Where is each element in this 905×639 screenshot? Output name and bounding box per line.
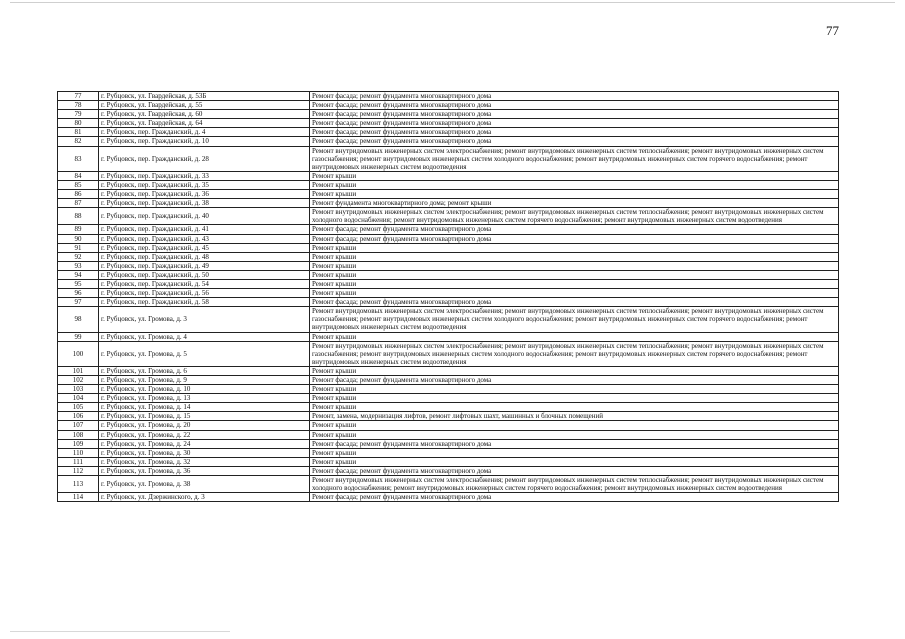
address-cell: г. Рубцовск, ул. Громова, д. 20 xyxy=(99,421,310,430)
table-body xyxy=(58,92,839,502)
row-number-cell: 105 xyxy=(58,403,99,412)
row-number-cell: 114 xyxy=(58,493,99,502)
table-row xyxy=(58,376,839,385)
address-cell: г. Рубцовск, пер. Гражданский, д. 35 xyxy=(99,180,310,189)
table-row xyxy=(58,180,839,189)
row-number-cell: 83 xyxy=(58,146,99,171)
work-type-cell: Ремонт крыши xyxy=(310,394,839,403)
address-cell: г. Рубцовск, ул. Громова, д. 32 xyxy=(99,457,310,466)
page-number: 77 xyxy=(826,23,839,38)
table-row xyxy=(58,457,839,466)
table-row xyxy=(58,394,839,403)
row-number-cell: 91 xyxy=(58,243,99,252)
scan-edge-top xyxy=(10,2,895,3)
work-type-cell: Ремонт фасада; ремонт фундамента многоквартирного дома xyxy=(310,92,839,101)
work-type-cell: Ремонт фасада; ремонт фундамента многоквартирного дома xyxy=(310,225,839,234)
address-cell: г. Рубцовск, пер. Гражданский, д. 58 xyxy=(99,298,310,307)
row-number-cell: 93 xyxy=(58,261,99,270)
row-number-cell: 98 xyxy=(58,307,99,332)
row-number-cell: 100 xyxy=(58,341,99,366)
address-cell: г. Рубцовск, ул. Громова, д. 5 xyxy=(99,341,310,366)
table-row xyxy=(58,128,839,137)
table-row xyxy=(58,261,839,270)
address-cell: г. Рубцовск, ул. Громова, д. 30 xyxy=(99,448,310,457)
work-type-cell: Ремонт крыши xyxy=(310,421,839,430)
table-row xyxy=(58,476,839,493)
row-number-cell: 85 xyxy=(58,180,99,189)
address-cell: г. Рубцовск, ул. Громова, д. 9 xyxy=(99,376,310,385)
table-row xyxy=(58,252,839,261)
table-row xyxy=(58,137,839,146)
address-cell: г. Рубцовск, пер. Гражданский, д. 28 xyxy=(99,146,310,171)
table-row xyxy=(58,199,839,208)
work-type-cell: Ремонт крыши xyxy=(310,289,839,298)
address-cell: г. Рубцовск, ул. Громова, д. 38 xyxy=(99,476,310,493)
work-type-cell: Ремонт фасада; ремонт фундамента многоквартирного дома xyxy=(310,466,839,475)
address-cell: г. Рубцовск, ул. Гвардейская, д. 53Б xyxy=(99,92,310,101)
table-row xyxy=(58,430,839,439)
address-cell: г. Рубцовск, ул. Громова, д. 22 xyxy=(99,430,310,439)
address-cell: г. Рубцовск, ул. Громова, д. 4 xyxy=(99,332,310,341)
address-cell: г. Рубцовск, ул. Громова, д. 36 xyxy=(99,466,310,475)
row-number-cell: 94 xyxy=(58,270,99,279)
row-number-cell: 108 xyxy=(58,430,99,439)
table-row xyxy=(58,234,839,243)
row-number-cell: 77 xyxy=(58,92,99,101)
row-number-cell: 79 xyxy=(58,110,99,119)
work-type-cell: Ремонт фасада; ремонт фундамента многоквартирного дома xyxy=(310,101,839,110)
work-type-cell: Ремонт крыши xyxy=(310,171,839,180)
table-row xyxy=(58,208,839,225)
work-type-cell: Ремонт крыши xyxy=(310,332,839,341)
work-type-cell: Ремонт крыши xyxy=(310,448,839,457)
address-cell: г. Рубцовск, пер. Гражданский, д. 45 xyxy=(99,243,310,252)
row-number-cell: 102 xyxy=(58,376,99,385)
table-row xyxy=(58,190,839,199)
address-cell: г. Рубцовск, пер. Гражданский, д. 54 xyxy=(99,279,310,288)
address-cell: г. Рубцовск, пер. Гражданский, д. 41 xyxy=(99,225,310,234)
row-number-cell: 95 xyxy=(58,279,99,288)
address-cell: г. Рубцовск, ул. Гвардейская, д. 60 xyxy=(99,110,310,119)
work-type-cell: Ремонт фасада; ремонт фундамента многоквартирного дома xyxy=(310,376,839,385)
address-cell: г. Рубцовск, ул. Громова, д. 14 xyxy=(99,403,310,412)
address-cell: г. Рубцовск, ул. Громова, д. 3 xyxy=(99,307,310,332)
table-row xyxy=(58,307,839,332)
address-cell: г. Рубцовск, пер. Гражданский, д. 43 xyxy=(99,234,310,243)
address-cell: г. Рубцовск, ул. Громова, д. 13 xyxy=(99,394,310,403)
work-type-cell: Ремонт внутридомовых инженерных систем электроснабжения; ремонт внутридомовых инженерных систем теплоснабжения; ремонт внутридомовых инженерных систем газоснабжения; ремонт внутридомовых инженерных систем холодного водоснабжения; ремонт внутридомовых инженерных систем горячего водоснабжения; ремонт внутридомовых инженерных систем водоотведения xyxy=(310,341,839,366)
table-row xyxy=(58,110,839,119)
table-row xyxy=(58,289,839,298)
work-type-cell: Ремонт фасада; ремонт фундамента многоквартирного дома xyxy=(310,110,839,119)
row-number-cell: 113 xyxy=(58,476,99,493)
table-row xyxy=(58,439,839,448)
row-number-cell: 101 xyxy=(58,366,99,375)
work-type-cell: Ремонт крыши xyxy=(310,279,839,288)
work-type-cell: Ремонт крыши xyxy=(310,457,839,466)
row-number-cell: 99 xyxy=(58,332,99,341)
work-type-cell: Ремонт, замена, модернизация лифтов, ремонт лифтовых шахт, машинных и блочных помещений xyxy=(310,412,839,421)
row-number-cell: 110 xyxy=(58,448,99,457)
row-number-cell: 86 xyxy=(58,190,99,199)
row-number-cell: 103 xyxy=(58,385,99,394)
repair-program-table xyxy=(57,91,839,502)
row-number-cell: 90 xyxy=(58,234,99,243)
table-row xyxy=(58,385,839,394)
row-number-cell: 81 xyxy=(58,128,99,137)
work-type-cell: Ремонт крыши xyxy=(310,385,839,394)
row-number-cell: 87 xyxy=(58,199,99,208)
work-type-cell: Ремонт фасада; ремонт фундамента многоквартирного дома xyxy=(310,298,839,307)
table-row xyxy=(58,332,839,341)
row-number-cell: 96 xyxy=(58,289,99,298)
work-type-cell: Ремонт фасада; ремонт фундамента многоквартирного дома xyxy=(310,137,839,146)
table-row xyxy=(58,366,839,375)
table-row xyxy=(58,448,839,457)
address-cell: г. Рубцовск, пер. Гражданский, д. 10 xyxy=(99,137,310,146)
table-row xyxy=(58,493,839,502)
address-cell: г. Рубцовск, пер. Гражданский, д. 40 xyxy=(99,208,310,225)
scan-edge-bottom xyxy=(10,631,230,632)
table-row xyxy=(58,225,839,234)
table-row xyxy=(58,270,839,279)
work-type-cell: Ремонт фасада; ремонт фундамента многоквартирного дома xyxy=(310,493,839,502)
work-type-cell: Ремонт крыши xyxy=(310,243,839,252)
table-row xyxy=(58,119,839,128)
work-type-cell: Ремонт фасада; ремонт фундамента многоквартирного дома xyxy=(310,439,839,448)
work-type-cell: Ремонт крыши xyxy=(310,403,839,412)
address-cell: г. Рубцовск, пер. Гражданский, д. 33 xyxy=(99,171,310,180)
work-type-cell: Ремонт крыши xyxy=(310,190,839,199)
row-number-cell: 106 xyxy=(58,412,99,421)
table-row xyxy=(58,92,839,101)
row-number-cell: 78 xyxy=(58,101,99,110)
work-type-cell: Ремонт крыши xyxy=(310,430,839,439)
row-number-cell: 84 xyxy=(58,171,99,180)
address-cell: г. Рубцовск, ул. Гвардейская, д. 55 xyxy=(99,101,310,110)
table-row xyxy=(58,146,839,171)
address-cell: г. Рубцовск, пер. Гражданский, д. 56 xyxy=(99,289,310,298)
work-type-cell: Ремонт внутридомовых инженерных систем электроснабжения; ремонт внутридомовых инженерных систем теплоснабжения; ремонт внутридомовых инженерных систем газоснабжения; ремонт внутридомовых инженерных систем холодного водоснабжения; ремонт внутридомовых инженерных систем горячего водоснабжения; ремонт внутридомовых инженерных систем водоотведения xyxy=(310,307,839,332)
work-type-cell: Ремонт крыши xyxy=(310,261,839,270)
row-number-cell: 89 xyxy=(58,225,99,234)
address-cell: г. Рубцовск, ул. Гвардейская, д. 64 xyxy=(99,119,310,128)
address-cell: г. Рубцовск, пер. Гражданский, д. 38 xyxy=(99,199,310,208)
address-cell: г. Рубцовск, ул. Громова, д. 15 xyxy=(99,412,310,421)
table-row xyxy=(58,171,839,180)
address-cell: г. Рубцовск, пер. Гражданский, д. 4 xyxy=(99,128,310,137)
row-number-cell: 107 xyxy=(58,421,99,430)
work-type-cell: Ремонт внутридомовых инженерных систем электроснабжения; ремонт внутридомовых инженерных систем теплоснабжения; ремонт внутридомовых инженерных систем холодного водоснабжения; ремонт внутридомовых инженерных систем горячего водоснабжения; ремонт внутридомовых инженерных систем водоотведения xyxy=(310,476,839,493)
table-row xyxy=(58,421,839,430)
table-row xyxy=(58,403,839,412)
work-type-cell: Ремонт внутридомовых инженерных систем электроснабжения; ремонт внутридомовых инженерных систем теплоснабжения; ремонт внутридомовых инженерных систем газоснабжения; ремонт внутридомовых инженерных систем холодного водоснабжения; ремонт внутридомовых инженерных систем горячего водоснабжения; ремонт внутридомовых инженерных систем водоотведения xyxy=(310,146,839,171)
table-row xyxy=(58,298,839,307)
table-row xyxy=(58,412,839,421)
row-number-cell: 80 xyxy=(58,119,99,128)
row-number-cell: 109 xyxy=(58,439,99,448)
row-number-cell: 111 xyxy=(58,457,99,466)
work-type-cell: Ремонт крыши xyxy=(310,252,839,261)
table-row xyxy=(58,466,839,475)
address-cell: г. Рубцовск, пер. Гражданский, д. 36 xyxy=(99,190,310,199)
work-type-cell: Ремонт крыши xyxy=(310,366,839,375)
address-cell: г. Рубцовск, ул. Громова, д. 24 xyxy=(99,439,310,448)
work-type-cell: Ремонт крыши xyxy=(310,180,839,189)
row-number-cell: 92 xyxy=(58,252,99,261)
row-number-cell: 82 xyxy=(58,137,99,146)
address-cell: г. Рубцовск, пер. Гражданский, д. 49 xyxy=(99,261,310,270)
address-cell: г. Рубцовск, ул. Громова, д. 10 xyxy=(99,385,310,394)
work-type-cell: Ремонт фундамента многоквартирного дома; ремонт крыши xyxy=(310,199,839,208)
work-type-cell: Ремонт фасада; ремонт фундамента многоквартирного дома xyxy=(310,119,839,128)
table-row xyxy=(58,279,839,288)
address-cell: г. Рубцовск, пер. Гражданский, д. 50 xyxy=(99,270,310,279)
row-number-cell: 112 xyxy=(58,466,99,475)
row-number-cell: 97 xyxy=(58,298,99,307)
work-type-cell: Ремонт внутридомовых инженерных систем электроснабжения; ремонт внутридомовых инженерных систем теплоснабжения; ремонт внутридомовых инженерных систем холодного водоснабжения; ремонт внутридомовых инженерных систем горячего водоснабжения; ремонт внутридомовых инженерных систем водоотведения xyxy=(310,208,839,225)
address-cell: г. Рубцовск, ул. Громова, д. 6 xyxy=(99,366,310,375)
work-type-cell: Ремонт фасада; ремонт фундамента многоквартирного дома xyxy=(310,234,839,243)
table-row xyxy=(58,341,839,366)
table-row xyxy=(58,101,839,110)
work-type-cell: Ремонт крыши xyxy=(310,270,839,279)
address-cell: г. Рубцовск, ул. Дзержинского, д. 3 xyxy=(99,493,310,502)
table-row xyxy=(58,243,839,252)
address-cell: г. Рубцовск, пер. Гражданский, д. 48 xyxy=(99,252,310,261)
row-number-cell: 88 xyxy=(58,208,99,225)
work-type-cell: Ремонт фасада; ремонт фундамента многоквартирного дома xyxy=(310,128,839,137)
row-number-cell: 104 xyxy=(58,394,99,403)
